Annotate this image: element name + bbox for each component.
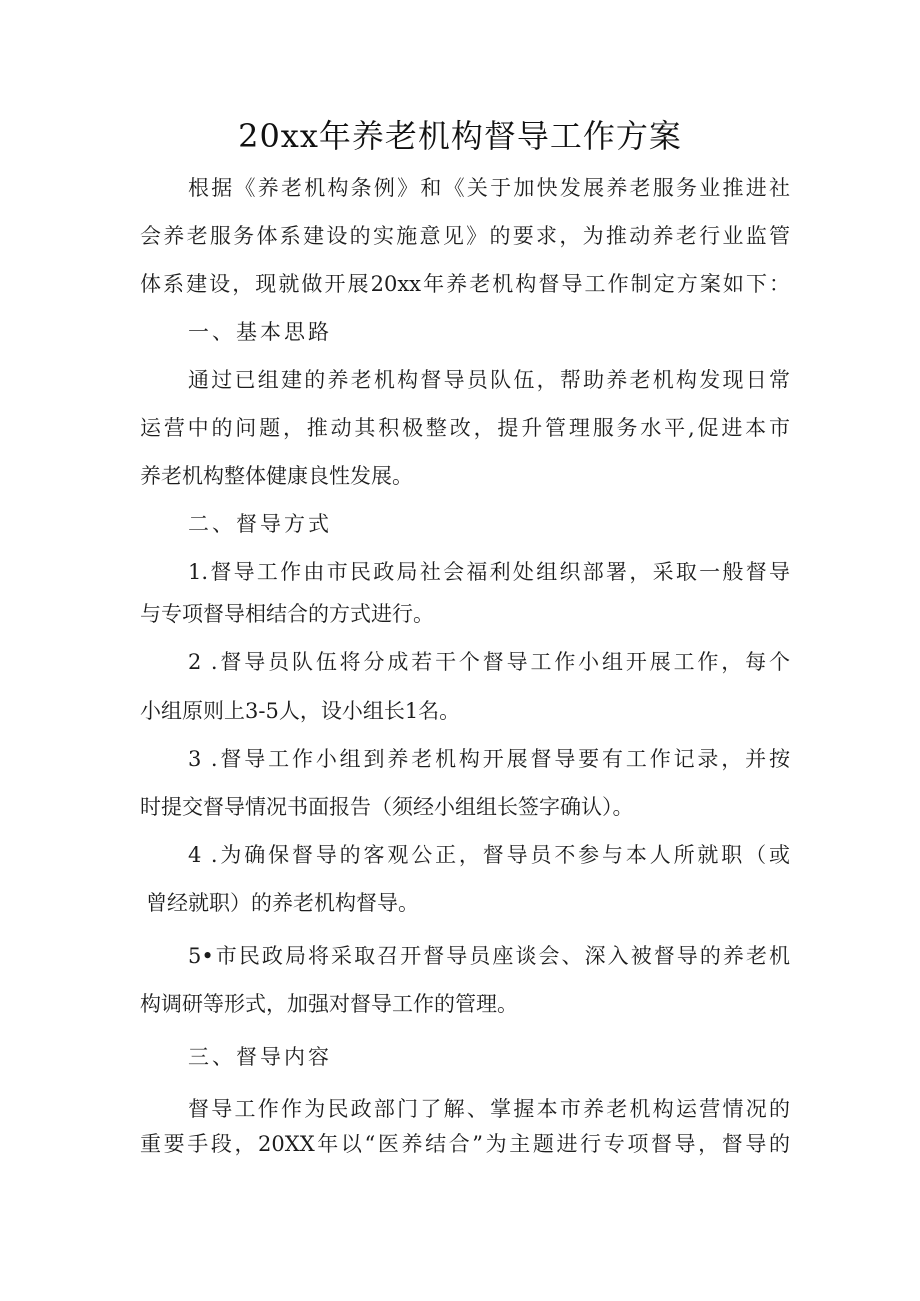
document-title: 20xx年养老机构督导工作方案 (238, 117, 682, 155)
paragraph-line: 2 .督导员队伍将分成若干个督导工作小组开展工作，每个 (188, 650, 790, 674)
paragraph-line: 3 .督导工作小组到养老机构开展督导要有工作记录，并按 (188, 747, 790, 771)
paragraph-line: 运营中的问题，推动其积极整改，提升管理服务水平,促进本市 (140, 416, 790, 440)
paragraph-line: 曾经就职）的养老机构督导。 (146, 891, 419, 915)
paragraph-line: 与专项督导相结合的方式进行。 (140, 602, 434, 626)
paragraph-line: 督导工作作为民政部门了解、掌握本市养老机构运营情况的 (188, 1097, 790, 1121)
section-heading: 一、基本思路 (188, 320, 332, 344)
paragraph-line: 时提交督导情况书面报告（须经小组组长签字确认）。 (140, 795, 634, 819)
paragraph-line: 根据《养老机构条例》和《关于加快发展养老服务业推进社 (188, 176, 790, 200)
paragraph-line: 养老机构整体健康良性发展。 (140, 464, 413, 488)
paragraph-line: 重要手段，20XX年以“医养结合”为主题进行专项督导，督导的 (140, 1132, 790, 1156)
paragraph-line: 5•市民政局将采取召开督导员座谈会、深入被督导的养老机 (188, 944, 790, 968)
paragraph-line: 体系建设，现就做开展20xx年养老机构督导工作制定方案如下： (140, 272, 790, 296)
section-heading: 二、督导方式 (188, 512, 332, 536)
paragraph-line: 通过已组建的养老机构督导员队伍，帮助养老机构发现日常 (188, 368, 790, 392)
section-heading: 三、督导内容 (188, 1045, 332, 1069)
paragraph-line: 构调研等形式，加强对督导工作的管理。 (140, 992, 518, 1016)
paragraph-line: 小组原则上3-5人，设小组长1名。 (140, 699, 461, 723)
paragraph-line: 会养老服务体系建设的实施意见》的要求，为推动养老行业监管 (140, 224, 790, 248)
paragraph-line: 4 .为确保督导的客观公正，督导员不参与本人所就职（或 (188, 843, 790, 867)
paragraph-line: 1.督导工作由市民政局社会福利处组织部署，采取一般督导 (188, 560, 790, 584)
